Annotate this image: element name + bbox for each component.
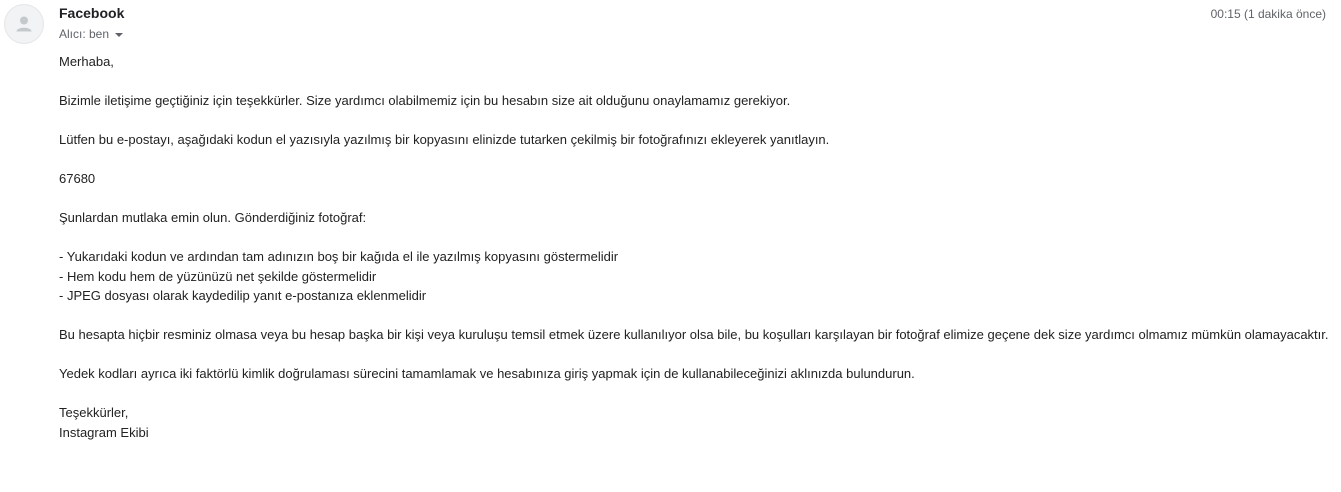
closing: Teşekkürler, <box>59 405 129 420</box>
recipient-label: Alıcı: ben <box>59 27 110 41</box>
message-body <box>59 52 1339 442</box>
paragraph-no-photo-note: Bu hesapta hiçbir resminiz olmasa veya bu hesap başka bir kişi veya kuruluşu temsil etmek üzere kullanılıyor olsa bile, bu koşulları karşılayan bir fotoğraf elimize geçene dek size yardımcı olmamız mümkün olamayacaktır. <box>59 327 1329 342</box>
team-name: Instagram Ekibi <box>59 424 149 440</box>
message-timestamp: 00:15 (1 dakika önce) <box>1210 7 1326 21</box>
paragraph-requirements-intro: Şunlardan mutlaka emin olun. Gönderdiğiniz fotoğraf: <box>59 210 367 225</box>
verification-code: 67680 <box>59 171 96 186</box>
sender-name[interactable]: Facebook <box>59 5 125 21</box>
greeting: Merhaba, <box>59 54 114 69</box>
person-icon <box>5 5 43 43</box>
paragraph-backup-codes: Yedek kodları ayrıca iki faktörlü kimlik doğrulaması sürecini tamamlamak ve hesabınıza giriş yapmak için de kullanabileceğinizi aklınızda bulundurun. <box>59 366 915 381</box>
sender-avatar[interactable] <box>4 4 44 44</box>
list-item: - JPEG dosyası olarak kaydedilip yanıt e-postanıza eklenmelidir <box>59 288 427 303</box>
list-item: - Yukarıdaki kodun ve ardından tam adınızın boş bir kağıda el ile yazılmış kopyasını göstermelidir <box>59 249 619 264</box>
recipient-details-toggle[interactable] <box>59 27 123 41</box>
caret-down-icon[interactable] <box>115 33 123 37</box>
paragraph-verify: Bizimle iletişime geçtiğiniz için teşekkürler. Size yardımcı olabilmemiz için bu hesabın size ait olduğunu onaylamamız gerekiyor. <box>59 93 791 108</box>
signature <box>59 403 1339 442</box>
paragraph-instructions: Lütfen bu e-postayı, aşağıdaki kodun el yazısıyla yazılmış bir kopyasını elinizde tutarken çekilmiş bir fotoğrafınızı ekleyerek yanıtlayın. <box>59 132 830 147</box>
requirements-list <box>59 247 1339 306</box>
list-item: - Hem kodu hem de yüzünüzü net şekilde göstermelidir <box>59 268 377 284</box>
